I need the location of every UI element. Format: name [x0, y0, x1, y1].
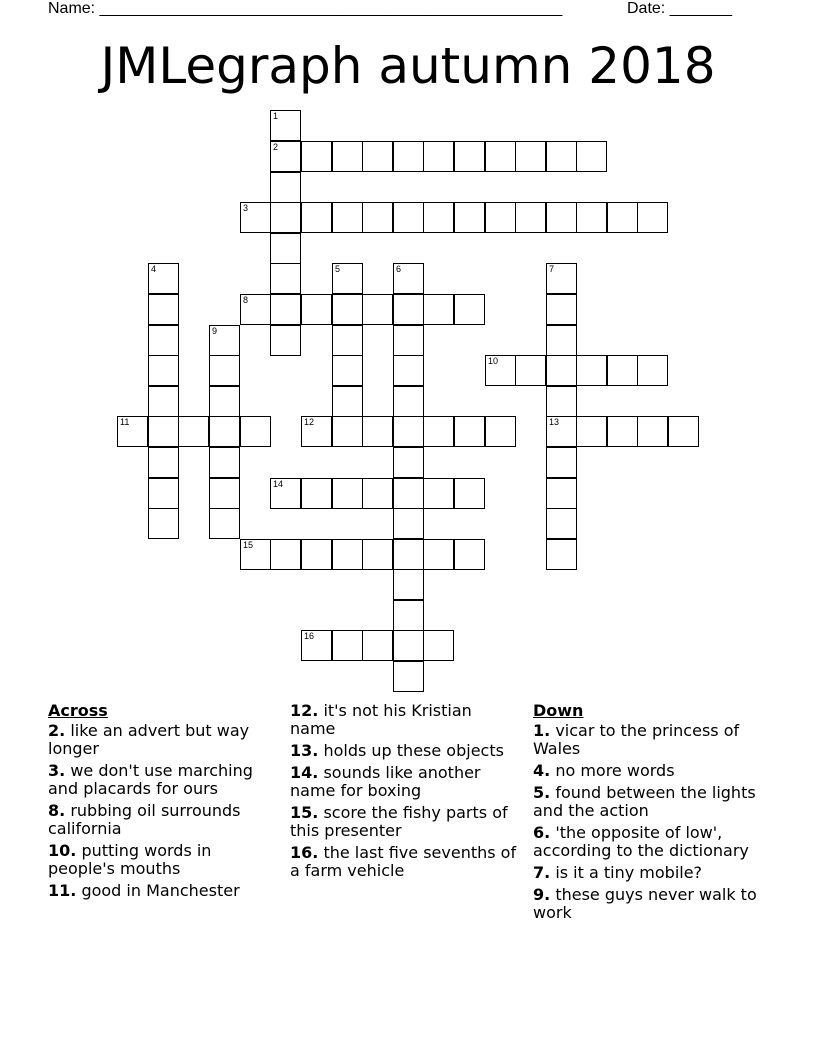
grid-cell[interactable]: [454, 294, 485, 325]
clue-text: rubbing oil surrounds california: [48, 801, 241, 838]
grid-cell[interactable]: [362, 478, 393, 509]
cell-number: 3: [243, 203, 249, 213]
grid-cell[interactable]: [423, 416, 454, 447]
grid-cell[interactable]: [546, 202, 577, 233]
grid-cell[interactable]: [332, 202, 363, 233]
clue-text: found between the lights and the action: [533, 783, 756, 820]
grid-cell[interactable]: [515, 355, 546, 386]
down-clue: [533, 762, 769, 780]
grid-cell[interactable]: [209, 386, 240, 417]
cell-number: 4: [151, 264, 157, 274]
clue-text: score the fishy parts of this presenter: [290, 803, 508, 840]
across-clue: [48, 762, 280, 798]
grid-cell[interactable]: [117, 416, 148, 447]
grid-cell[interactable]: [209, 447, 240, 478]
name-field-label: Name: ____________________________________________________: [48, 0, 563, 17]
clue-number: 6.: [533, 823, 551, 842]
grid-cell[interactable]: [546, 539, 577, 570]
grid-cell[interactable]: [362, 141, 393, 172]
grid-cell[interactable]: [270, 478, 301, 509]
cell-number: 9: [212, 326, 218, 336]
grid-cell[interactable]: [270, 294, 301, 325]
clue-number: 4.: [533, 761, 551, 780]
grid-cell[interactable]: [362, 202, 393, 233]
grid-cell[interactable]: [332, 294, 363, 325]
clue-number: 10.: [48, 841, 77, 860]
clue-text: these guys never walk to work: [533, 885, 757, 922]
across-heading: Across: [48, 701, 108, 720]
grid-cell[interactable]: [393, 294, 424, 325]
grid-cell[interactable]: [332, 478, 363, 509]
grid-cell[interactable]: [332, 630, 363, 661]
across-clue: [290, 764, 522, 800]
grid-cell[interactable]: [393, 141, 424, 172]
grid-cell[interactable]: [393, 478, 424, 509]
across-clue: [290, 742, 522, 760]
grid-cell[interactable]: [546, 447, 577, 478]
grid-cell[interactable]: [393, 600, 424, 631]
cell-number: 15: [243, 540, 254, 550]
grid-cell[interactable]: [362, 630, 393, 661]
clue-text: no more words: [555, 761, 675, 780]
clue-number: 9.: [533, 885, 551, 904]
grid-cell[interactable]: [148, 263, 179, 294]
grid-cell[interactable]: [546, 294, 577, 325]
grid-cell[interactable]: [607, 416, 638, 447]
grid-cell[interactable]: [148, 508, 179, 539]
grid-cell[interactable]: [454, 416, 485, 447]
grid-cell[interactable]: [270, 233, 301, 264]
grid-cell[interactable]: [270, 202, 301, 233]
cell-number: 14: [273, 479, 284, 489]
grid-cell[interactable]: [454, 202, 485, 233]
grid-cell[interactable]: [393, 202, 424, 233]
grid-cell[interactable]: [332, 141, 363, 172]
grid-cell[interactable]: [362, 416, 393, 447]
grid-cell[interactable]: [423, 539, 454, 570]
clue-number: 3.: [48, 761, 66, 780]
clue-number: 15.: [290, 803, 319, 822]
grid-cell[interactable]: [240, 416, 271, 447]
cell-number: 11: [120, 417, 130, 427]
grid-cell[interactable]: [515, 141, 546, 172]
grid-cell[interactable]: [607, 202, 638, 233]
grid-cell[interactable]: [209, 355, 240, 386]
clue-text: the last five sevenths of a farm vehicle: [290, 843, 517, 880]
grid-cell[interactable]: [332, 325, 363, 356]
grid-cell[interactable]: [485, 141, 516, 172]
grid-cell[interactable]: [393, 325, 424, 356]
clue-text: holds up these objects: [323, 741, 504, 760]
down-clue: [533, 722, 769, 758]
across-clues-column: [48, 702, 280, 904]
across-clue: [48, 722, 280, 758]
grid-cell[interactable]: [637, 202, 668, 233]
grid-cell[interactable]: [393, 569, 424, 600]
clue-number: 8.: [48, 801, 66, 820]
across-clue: [290, 702, 522, 738]
grid-cell[interactable]: [393, 630, 424, 661]
grid-cell[interactable]: [148, 294, 179, 325]
grid-cell[interactable]: [393, 355, 424, 386]
clue-number: 13.: [290, 741, 319, 760]
cell-number: 7: [549, 264, 555, 274]
grid-cell[interactable]: [270, 172, 301, 203]
grid-cell[interactable]: [148, 447, 179, 478]
grid-cell[interactable]: [393, 661, 424, 692]
cell-number: 13: [549, 417, 560, 427]
grid-cell[interactable]: [332, 386, 363, 417]
grid-cell[interactable]: [546, 325, 577, 356]
grid-cell[interactable]: [362, 539, 393, 570]
grid-cell[interactable]: [454, 539, 485, 570]
clue-number: 1.: [533, 721, 551, 740]
grid-cell[interactable]: [301, 478, 332, 509]
grid-cell[interactable]: [332, 263, 363, 294]
down-clue: [533, 864, 769, 882]
grid-cell[interactable]: [209, 478, 240, 509]
clue-number: 2.: [48, 721, 66, 740]
grid-cell[interactable]: [546, 263, 577, 294]
across-clue: [48, 882, 280, 900]
down-heading: Down: [533, 701, 584, 720]
grid-cell[interactable]: [270, 110, 301, 141]
grid-cell[interactable]: [209, 508, 240, 539]
grid-cell[interactable]: [148, 355, 179, 386]
cell-number: 12: [304, 417, 315, 427]
grid-cell[interactable]: [301, 141, 332, 172]
clue-number: 12.: [290, 701, 319, 720]
grid-cell[interactable]: [393, 416, 424, 447]
date-field-label: Date: _______: [627, 0, 732, 17]
grid-cell[interactable]: [393, 386, 424, 417]
grid-cell[interactable]: [393, 447, 424, 478]
grid-cell[interactable]: [301, 630, 332, 661]
grid-cell[interactable]: [332, 416, 363, 447]
grid-cell[interactable]: [240, 539, 271, 570]
cell-number: 10: [488, 356, 499, 366]
cell-number: 5: [335, 264, 341, 274]
clue-text: like an advert but way longer: [48, 721, 250, 758]
grid-cell[interactable]: [546, 416, 577, 447]
grid-cell[interactable]: [546, 355, 577, 386]
across-clue: [48, 842, 280, 878]
grid-cell[interactable]: [576, 202, 607, 233]
down-clue: [533, 824, 769, 860]
clue-number: 7.: [533, 863, 551, 882]
grid-cell[interactable]: [546, 478, 577, 509]
grid-cell[interactable]: [576, 355, 607, 386]
grid-cell[interactable]: [423, 630, 454, 661]
grid-cell[interactable]: [270, 141, 301, 172]
clue-text: 'the opposite of low', according to the dictionary: [533, 823, 749, 860]
clue-number: 16.: [290, 843, 319, 862]
grid-cell[interactable]: [485, 416, 516, 447]
clue-text: we don't use marching and placards for ours: [48, 761, 253, 798]
grid-cell[interactable]: [454, 141, 485, 172]
across-clue: [290, 804, 522, 840]
grid-cell[interactable]: [209, 325, 240, 356]
grid-cell[interactable]: [485, 202, 516, 233]
grid-cell[interactable]: [637, 416, 668, 447]
grid-cell[interactable]: [454, 478, 485, 509]
grid-cell[interactable]: [546, 386, 577, 417]
grid-cell[interactable]: [332, 539, 363, 570]
grid-cell[interactable]: [301, 539, 332, 570]
grid-cell[interactable]: [301, 416, 332, 447]
grid-cell[interactable]: [240, 294, 271, 325]
grid-cell[interactable]: [423, 478, 454, 509]
across-clues-column-continued: [290, 702, 522, 884]
cell-number: 6: [396, 264, 402, 274]
grid-cell[interactable]: [485, 355, 516, 386]
grid-cell[interactable]: [332, 355, 363, 386]
cell-number: 1: [273, 111, 279, 121]
grid-cell[interactable]: [576, 416, 607, 447]
clue-text: good in Manchester: [81, 881, 240, 900]
grid-cell[interactable]: [270, 539, 301, 570]
grid-cell[interactable]: [637, 355, 668, 386]
grid-cell[interactable]: [270, 325, 301, 356]
puzzle-title: JMLegraph autumn 2018: [100, 37, 716, 95]
grid-cell[interactable]: [301, 202, 332, 233]
grid-cell[interactable]: [423, 202, 454, 233]
grid-cell[interactable]: [178, 416, 209, 447]
grid-cell[interactable]: [209, 416, 240, 447]
grid-cell[interactable]: [546, 508, 577, 539]
across-clue: [48, 802, 280, 838]
grid-cell[interactable]: [393, 508, 424, 539]
grid-cell[interactable]: [148, 325, 179, 356]
clue-number: 11.: [48, 881, 77, 900]
clue-text: is it a tiny mobile?: [555, 863, 703, 882]
down-clue: [533, 784, 769, 820]
grid-cell[interactable]: [148, 386, 179, 417]
clue-number: 14.: [290, 763, 319, 782]
across-clue: [290, 844, 522, 880]
grid-cell[interactable]: [515, 202, 546, 233]
clue-text: putting words in people's mouths: [48, 841, 212, 878]
grid-cell[interactable]: [362, 294, 393, 325]
grid-cell[interactable]: [148, 478, 179, 509]
cell-number: 8: [243, 295, 249, 305]
grid-cell[interactable]: [393, 539, 424, 570]
clue-text: vicar to the princess of Wales: [533, 721, 740, 758]
grid-cell[interactable]: [423, 294, 454, 325]
cell-number: 2: [273, 142, 279, 152]
grid-cell[interactable]: [270, 263, 301, 294]
grid-cell[interactable]: [423, 141, 454, 172]
grid-cell[interactable]: [607, 355, 638, 386]
grid-cell[interactable]: [240, 202, 271, 233]
grid-cell[interactable]: [576, 141, 607, 172]
clue-number: 5.: [533, 783, 551, 802]
cell-number: 16: [304, 631, 315, 641]
grid-cell[interactable]: [668, 416, 699, 447]
grid-cell[interactable]: [546, 141, 577, 172]
grid-cell[interactable]: [148, 416, 179, 447]
clue-text: it's not his Kristian name: [290, 701, 472, 738]
clue-text: sounds like another name for boxing: [290, 763, 481, 800]
down-clue: [533, 886, 769, 922]
grid-cell[interactable]: [301, 294, 332, 325]
grid-cell[interactable]: [393, 263, 424, 294]
down-clues-column: [533, 702, 769, 926]
